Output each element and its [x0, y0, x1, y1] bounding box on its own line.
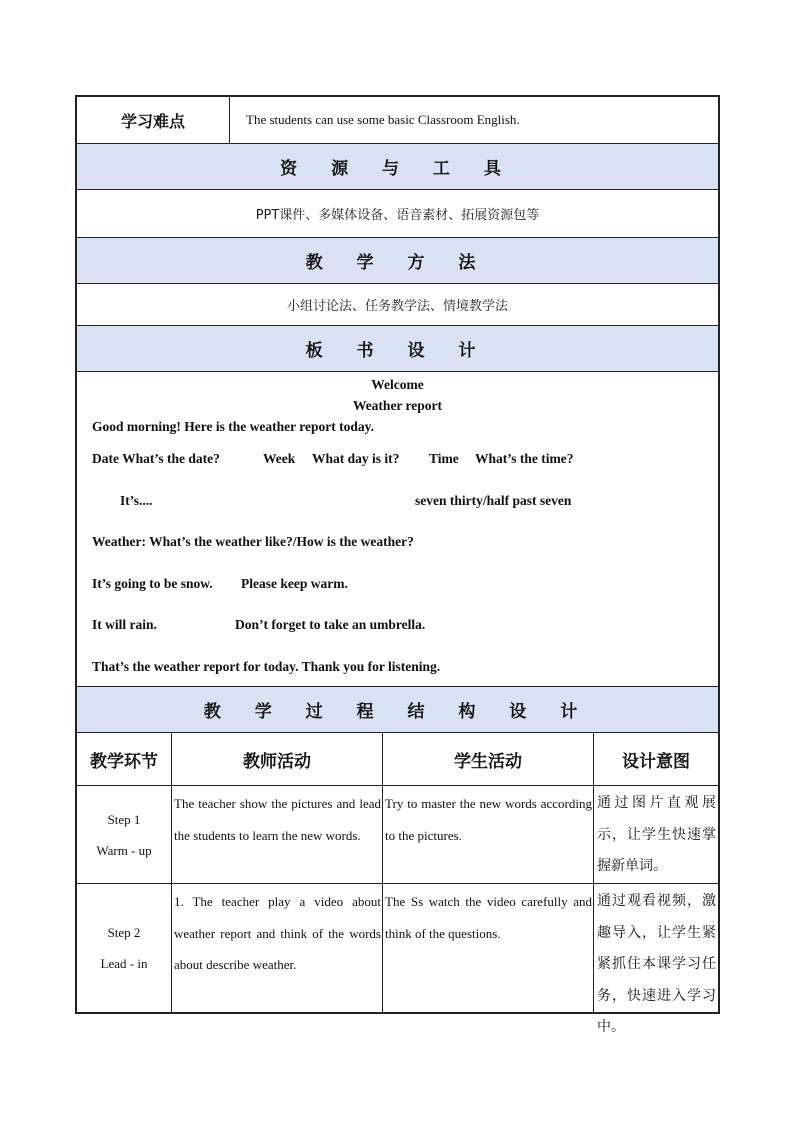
step-1-label [77, 786, 172, 883]
methods-content: 小组讨论法、任务教学法、情境教学法 [77, 284, 718, 326]
step-2-teacher: 1. The teacher play a video about weather report and think of the words about describe weather. [172, 884, 383, 1012]
step-1-row [77, 786, 718, 884]
methods-header: 教 学 方 法 [77, 238, 718, 284]
difficulty-label: 学习难点 [77, 97, 230, 143]
step-2-purpose: 通过观看视频，激趣导入，让学生紧紧抓住本课学习任务，快速进入学习中。 [597, 893, 716, 1035]
difficulty-row [77, 97, 718, 144]
lesson-plan-table [75, 95, 720, 1035]
board-line-welcome: Welcome [371, 377, 424, 392]
board-content [77, 372, 718, 687]
step-1-teacher: The teacher show the pictures and lead the students to learn the new words. [172, 786, 383, 883]
board-line-greeting: Good morning! Here is the weather report today. [92, 419, 374, 434]
difficulty-value: The students can use some basic Classroom English. [246, 112, 520, 127]
board-line-time: Time [429, 451, 459, 466]
step-2-name: Lead - in [100, 956, 148, 971]
step-2-row [77, 884, 718, 1035]
step-1-purpose: 通过图片直观展示，让学生快速掌握新单词。 [597, 795, 716, 874]
header-teacher: 教师活动 [172, 733, 383, 785]
board-header: 板 书 设 计 [77, 326, 718, 372]
step-1-number: Step 1 [107, 811, 141, 827]
board-line-time-answer: seven thirty/half past seven [415, 493, 572, 508]
board-line-ending: That’s the weather report for today. Thank you for listening. [92, 659, 441, 674]
step-2-student: The Ss watch the video carefully and think of the questions. [383, 884, 594, 1012]
header-student: 学生活动 [383, 733, 594, 785]
board-line-umbrella: Don’t forget to take an umbrella. [235, 617, 426, 632]
board-line-date: Date What’s the date? [92, 451, 220, 466]
process-column-headers [77, 733, 718, 786]
process-header: 教 学 过 程 结 构 设 计 [77, 687, 718, 733]
board-line-weather-report: Weather report [352, 398, 443, 413]
resources-header: 资 源 与 工 具 [77, 144, 718, 190]
header-purpose: 设计意图 [622, 751, 690, 772]
step-1-name: Warm - up [96, 842, 152, 858]
header-step: 教学环节 [77, 733, 172, 785]
board-line-snow: It’s going to be snow. [92, 576, 213, 591]
board-line-week: Week [263, 451, 296, 466]
board-line-week-question: What day is it? [312, 451, 400, 466]
step-2-label [77, 884, 172, 1012]
board-line-its: It’s.... [120, 493, 153, 508]
step-2-number: Step 2 [107, 925, 141, 940]
board-line-keep-warm: Please keep warm. [241, 576, 348, 591]
resources-content: PPT课件、多媒体设备、语音素材、拓展资源包等 [77, 190, 718, 238]
step-1-student: Try to master the new words according to the pictures. [383, 786, 594, 883]
board-line-time-question: What’s the time? [475, 451, 574, 466]
board-line-rain: It will rain. [92, 617, 157, 632]
board-line-weather: Weather: What’s the weather like?/How is the weather? [92, 534, 414, 549]
